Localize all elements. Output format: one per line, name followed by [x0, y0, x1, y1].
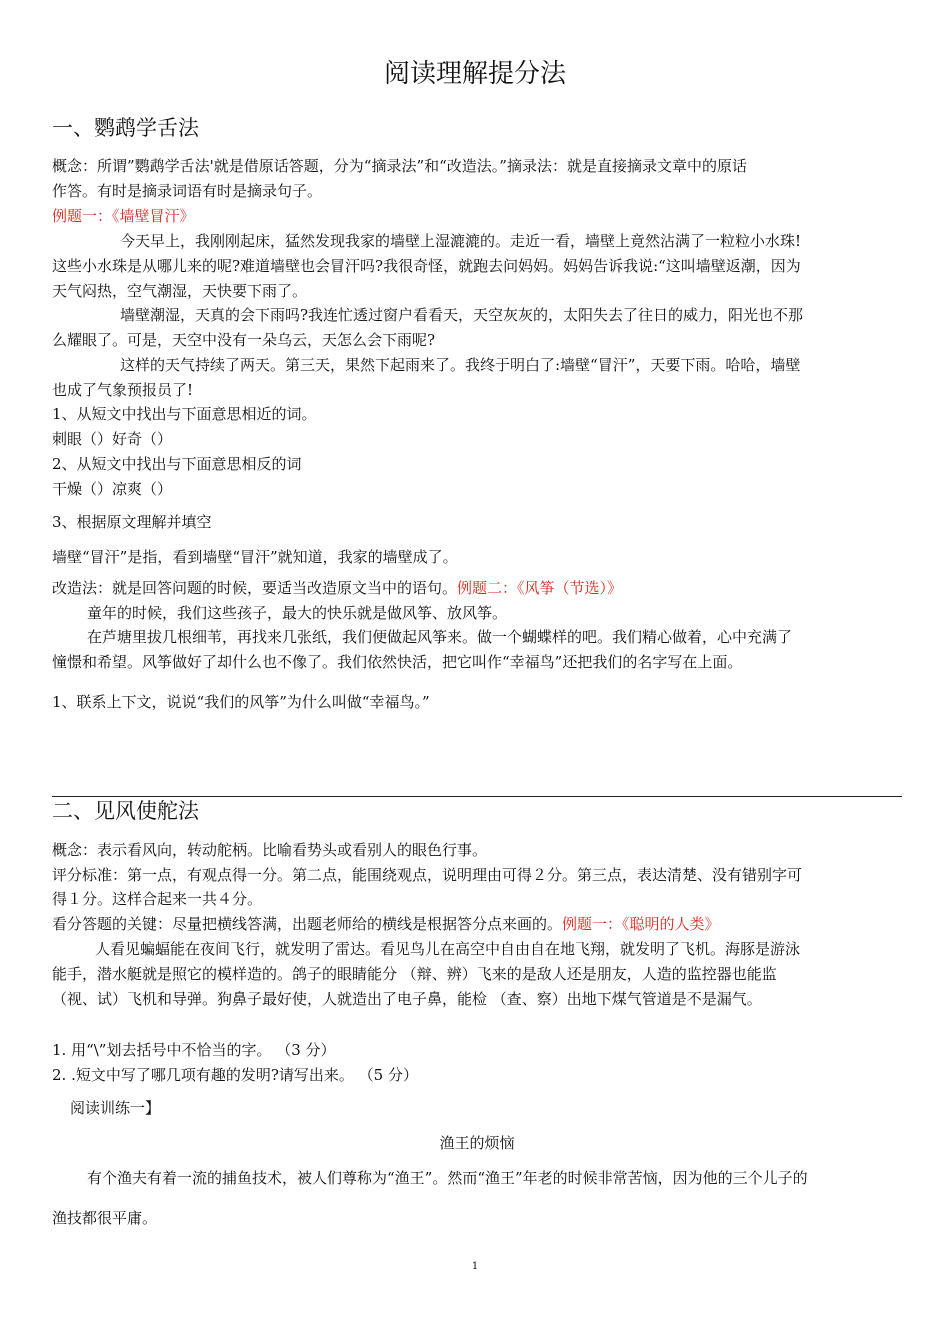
- humans-question-1: 1. 用“\”划去括号中不恰当的字。 （3 分）: [52, 1041, 336, 1059]
- kite-passage-line: 童年的时候，我们这些孩子，最大的快乐就是做风筝、放风筝。: [87, 604, 508, 622]
- humans-passage-line: （视、试）飞机和导弹。狗鼻子最好使，人就造出了电子鼻，能检 （查、察）出地下煤气管道是不是漏气。: [52, 990, 762, 1008]
- humans-passage-line: 能手，潜水艇就是照它的模样造的。鸽子的眼睛能分 （辩、辨）飞来的是敌人还是朋友，人造的监控器也能监: [52, 965, 777, 983]
- concept-line-2: 作答。有时是摘录词语有时是摘录句子。: [52, 182, 323, 200]
- passage-line: 墙壁潮湿，天真的会下雨吗?我连忙透过窗户看看天，天空灰灰的，太阳失去了往日的威力，阳光也不那: [120, 306, 804, 324]
- humans-question-2: 2. .短文中写了哪几项有趣的发明?请写出来。 （5 分）: [52, 1066, 418, 1084]
- modify-method-line: [52, 578, 902, 598]
- section-1-heading: 一、鹦鹉学舌法: [52, 116, 199, 140]
- passage-line: 天气闷热，空气潮湿，天快要下雨了。: [52, 282, 308, 300]
- concept-line-1: 概念：所谓”鹦鹉学舌法'就是借原话答题，分为“摘录法”和“改造法。”摘录法：就是直接摘录文章中的原话: [52, 157, 747, 175]
- page-number: 1: [471, 1261, 479, 1272]
- scoring-line-2: 得１分。这样合起来一共４分。: [52, 890, 263, 908]
- question-1-answer: 刺眼（）好奇（）: [52, 430, 173, 448]
- kite-question-1: 1、联系上下文，说说“我们的风筝”为什么叫做“幸福鸟。”: [52, 693, 430, 711]
- scoring-line-1: 评分标准：第一点，有观点得一分。第二点，能围绕观点，说明理由可得２分。第三点，表达清楚、没有错别字可: [52, 866, 803, 884]
- document-title: 阅读理解提分法: [383, 59, 566, 89]
- training-label: 阅读训练一】: [70, 1099, 161, 1117]
- example-label: 例题一：《聪明的人类》: [562, 915, 720, 933]
- modify-method-text: 改造法：就是回答问题的时候，要适当改造原文当中的语句。: [52, 579, 458, 597]
- passage-line: 么耀眼了。可是，天空中没有一朵乌云，天怎么会下雨呢?: [52, 331, 436, 349]
- story-line: 有个渔夫有着一流的捕鱼技术，被人们尊称为“渔王”。然而“渔王”年老的时候非常苦恼，因为他的三个儿子的: [87, 1169, 808, 1187]
- kite-passage-line: 在芦塘里拔几根细苇，再找来几张纸，我们便做起风筝来。做一个蝴蝶样的吧。我们精心做着，心中充满了: [87, 628, 793, 646]
- example-1-label: 例题一：《墙壁冒汗》: [52, 207, 195, 225]
- passage-line: 也成了气象预报员了!: [52, 381, 194, 399]
- question-1: 1、从短文中找出与下面意思相近的词。: [52, 405, 317, 423]
- passage-line: 这些小水珠是从哪儿来的呢?难道墙壁也会冒汗吗?我很奇怪，就跑去问妈妈。妈妈告诉我说:“这叫墙壁返潮，因为: [52, 257, 801, 275]
- question-3-fill: 墙壁“冒汗”是指，看到墙壁“冒汗”就知道，我家的墙壁成了。: [52, 548, 458, 566]
- key-text: 看分答题的关键：尽量把横线答满，出题老师给的横线是根据答分点来画的。: [52, 915, 563, 933]
- humans-passage-line: 人看见蝙蝠能在夜间飞行，就发明了雷达。看见鸟儿在高空中自由自在地飞翔，就发明了飞机。海豚是游泳: [95, 940, 801, 958]
- kite-passage-line: 憧憬和希望。风筝做好了却什么也不像了。我们依然快活，把它叫作“幸福鸟”还把我们的名字写在上面。: [52, 653, 743, 671]
- example-2-label: 例题二：《风筝（节选）》: [457, 579, 623, 597]
- question-2: 2、从短文中找出与下面意思相反的词: [52, 455, 302, 473]
- section-2-heading: 二、见风使舵法: [52, 799, 199, 823]
- key-line: [52, 914, 902, 934]
- concept-line: 概念：表示看风向，转动舵柄。比喻看势头或看别人的眼色行事。: [52, 841, 488, 859]
- passage-line: 这样的天气持续了两天。第三天，果然下起雨来了。我终于明白了:墙壁“冒汗”，天要下雨。哈哈，墙壁: [120, 356, 801, 374]
- passage-line: 今天早上，我刚刚起床，猛然发现我家的墙壁上湿漉漉的。走近一看，墙壁上竟然沾满了一粒粒小水珠!: [120, 232, 802, 250]
- question-3: 3、根据原文理解并填空: [52, 513, 212, 531]
- story-line: 渔技都很平庸。: [52, 1209, 158, 1227]
- question-2-answer: 干燥（）凉爽（）: [52, 480, 173, 498]
- section-divider: [52, 796, 902, 797]
- story-title: 渔王的烦恼: [439, 1134, 515, 1152]
